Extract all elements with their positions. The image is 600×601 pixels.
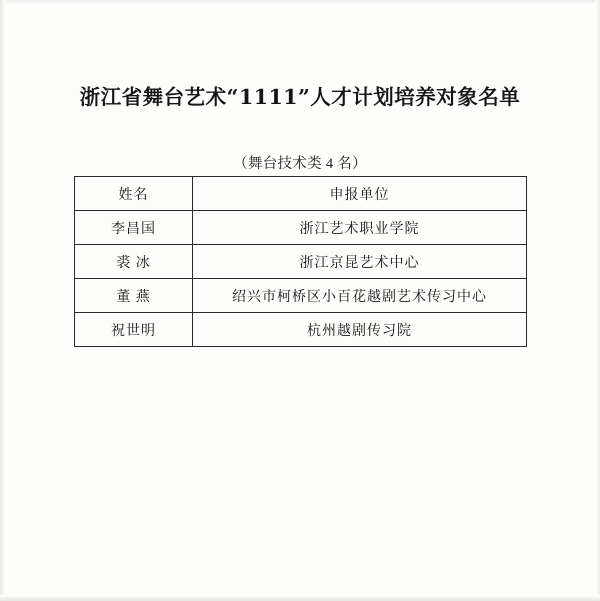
column-header-unit: 申报单位 (193, 177, 527, 211)
cell-unit: 杭州越剧传习院 (193, 313, 527, 347)
roster-table (74, 176, 527, 347)
cell-unit: 绍兴市柯桥区小百花越剧艺术传习中心 (193, 279, 527, 313)
table-row (75, 211, 527, 245)
column-header-name: 姓名 (75, 177, 193, 211)
cell-unit: 浙江艺术职业学院 (193, 211, 527, 245)
cell-name: 李昌国 (75, 211, 193, 245)
table-row (75, 313, 527, 347)
table-row (75, 279, 527, 313)
table-row (75, 245, 527, 279)
table-header-row (75, 177, 527, 211)
cell-name: 祝世明 (75, 313, 193, 347)
page-title: 浙江省舞台艺术“1111”人才计划培养对象名单 (79, 85, 521, 109)
cell-unit: 浙江京昆艺术中心 (193, 245, 527, 279)
cell-name: 董 燕 (75, 279, 193, 313)
cell-name: 裘 冰 (75, 245, 193, 279)
page-subtitle: （舞台技术类 4 名） (233, 156, 367, 172)
